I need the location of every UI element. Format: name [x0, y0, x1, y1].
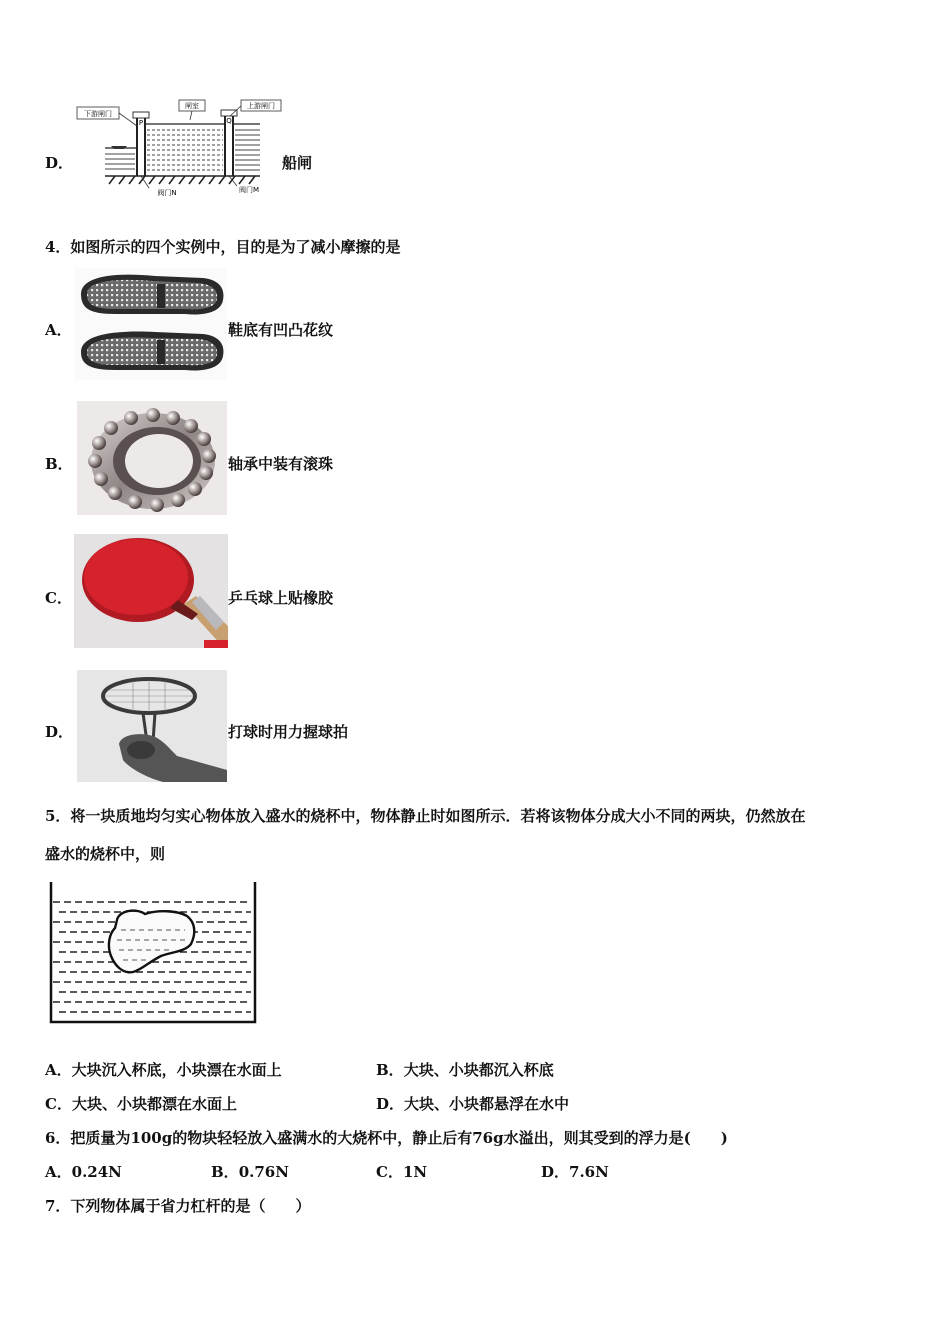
q5-option-d[interactable]	[376, 1093, 569, 1114]
q5-option-a[interactable]	[45, 1059, 282, 1080]
q4-option-c-text: 乒乓球上贴橡胶	[228, 589, 334, 607]
tennis-racket-image	[77, 670, 227, 782]
q5-option-a-text: 大块沉入杯底，小块漂在水面上	[71, 1061, 282, 1079]
ping-pong-paddle-image	[74, 534, 228, 648]
q5-option-c[interactable]	[45, 1093, 237, 1114]
q4-option-c-label: C．	[45, 589, 72, 607]
q5-option-a-label: A．	[45, 1061, 72, 1079]
beaker-diagram	[45, 880, 261, 1026]
q5-option-b-text: 大块、小块都沉入杯底	[403, 1061, 554, 1079]
q6-option-c-label: C．	[376, 1163, 403, 1181]
label-downstream-gate: 下游闸门	[84, 110, 112, 118]
q5-option-d-label: D．	[376, 1095, 405, 1113]
q4-option-b-label: B．	[45, 455, 73, 473]
q4-option-b-text: 轴承中装有滚珠	[228, 455, 334, 473]
q7-question: 7．下列物体属于省力杠杆的是（ ）	[45, 1197, 311, 1215]
ship-lock-diagram	[75, 98, 285, 198]
label-p: P	[138, 119, 144, 127]
q3-option-d-label: D．	[45, 154, 74, 172]
q6-option-d-label: D．	[541, 1163, 570, 1181]
label-valve-m: 阀门M	[238, 186, 260, 194]
q6-option-d-text: 7.6N	[569, 1163, 609, 1181]
label-upstream-gate: 上游闸门	[247, 102, 275, 110]
q6-option-a[interactable]	[45, 1161, 122, 1182]
q6-option-b-label: B．	[211, 1163, 239, 1181]
q6-question: 6．把质量为100g的物块轻轻放入盛满水的大烧杯中，静止后有76g水溢出，则其受到的浮力是( )	[45, 1129, 728, 1147]
label-valve-n: 阀门N	[157, 189, 177, 197]
q4-option-d-label: D．	[45, 723, 74, 741]
q5-question-line1: 5．将一块质地均匀实心物体放入盛水的烧杯中，物体静止时如图所示．若将该物体分成大小不同的两块，仍然放在	[45, 807, 806, 825]
q6-option-a-label: A．	[45, 1163, 72, 1181]
q5-option-d-text: 大块、小块都悬浮在水中	[404, 1095, 570, 1113]
label-q: Q	[226, 117, 232, 125]
q6-option-d[interactable]	[541, 1161, 609, 1182]
q3-option-d-text: 船闸	[282, 154, 313, 172]
ball-bearing-image	[77, 401, 227, 515]
q6-option-a-text: 0.24N	[71, 1163, 122, 1181]
q4-option-d-text: 打球时用力握球拍	[228, 723, 349, 741]
q6-option-c-text: 1N	[402, 1163, 428, 1181]
q4-question: 4．如图所示的四个实例中，目的是为了减小摩擦的是	[45, 238, 401, 256]
q6-option-b[interactable]	[211, 1161, 289, 1182]
q5-option-b-label: B．	[376, 1061, 404, 1079]
q6-option-b-text: 0.76N	[238, 1163, 289, 1181]
q4-option-a-label: A．	[45, 321, 72, 339]
q5-question-line2: 盛水的烧杯中，则	[45, 845, 166, 863]
shoe-sole-image	[75, 268, 227, 380]
q5-option-c-text: 大块、小块都漂在水面上	[71, 1095, 237, 1113]
q5-option-b[interactable]	[376, 1059, 554, 1080]
label-lock-chamber: 闸室	[185, 102, 199, 110]
q4-option-a-text: 鞋底有凹凸花纹	[228, 321, 334, 339]
q5-option-c-label: C．	[45, 1095, 72, 1113]
q6-option-c[interactable]	[376, 1161, 427, 1182]
